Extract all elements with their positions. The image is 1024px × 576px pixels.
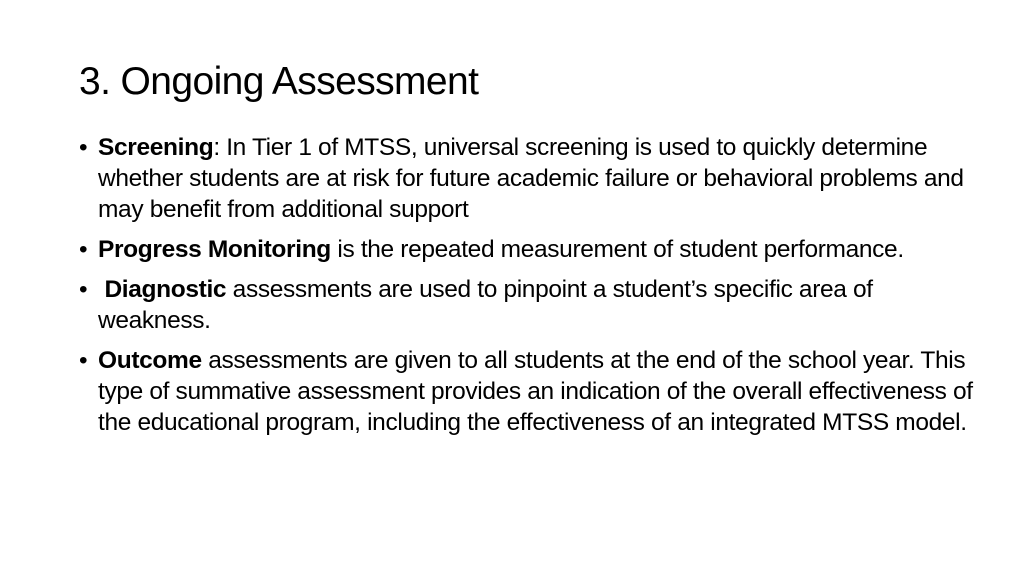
bullet-text: is the repeated measurement of student performance. [330,236,904,263]
bullet-diagnostic [79,274,979,336]
bullet-outcome [79,345,979,438]
bullet-term: Diagnostic [104,276,227,303]
slide-title: 3. Ongoing Assessment [79,60,479,103]
bullet-list [79,132,979,447]
bullet-term: Outcome [98,347,202,374]
bullet-text: : In Tier 1 of MTSS, universal screening is used to quickly determine whether students are at risk for future academic failure or behavioral problems and may benefit from additional support [98,134,964,223]
bullet-term: Progress Monitoring [98,236,331,263]
bullet-text: assessments are given to all students at the end of the school year. This type of summative assessment provides an indication of the overall effectiveness of the educational program, including the effectiveness of an integrated MTSS model. [98,347,973,436]
bullet-screening [79,132,979,225]
bullet-text: assessments are used to pinpoint a student’s specific area of weakness. [98,276,873,334]
bullet-term: Screening [98,134,214,161]
bullet-progress-monitoring [79,234,979,265]
